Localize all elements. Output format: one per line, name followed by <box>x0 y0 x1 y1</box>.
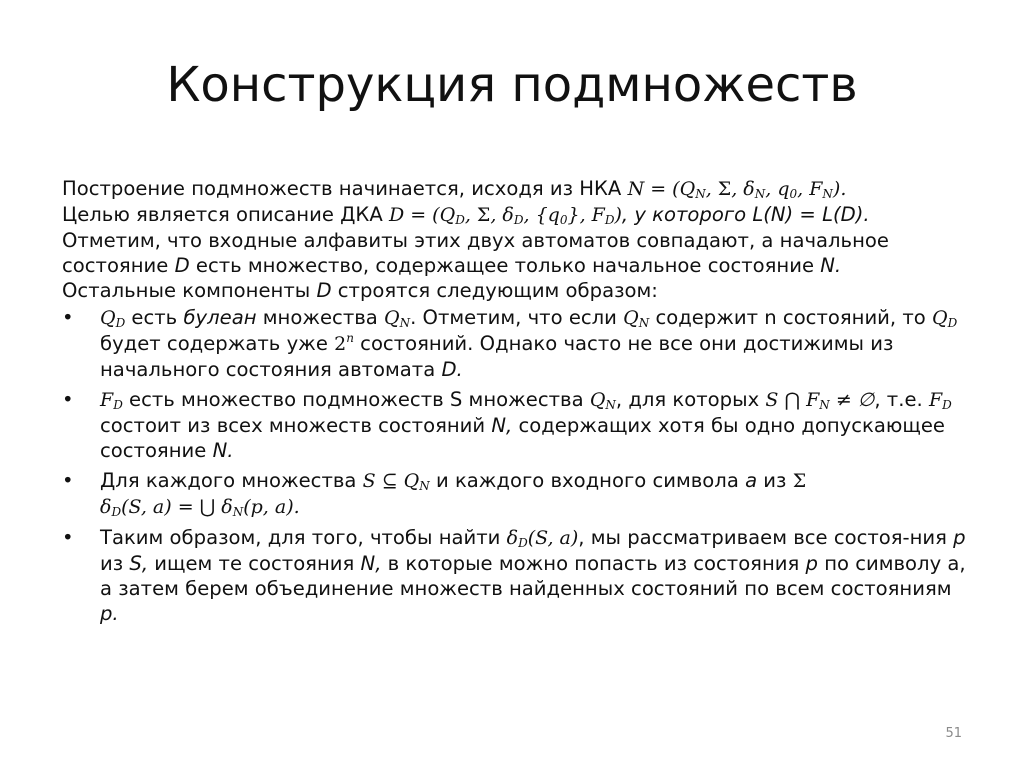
math-QD: $Q_D$ <box>932 307 958 330</box>
b4-text-10: по символу a, а затем берем объединение множеств найденных состояний по всем состояниям <box>100 552 966 600</box>
b2-text-1: есть множество подмножеств S множества <box>122 388 590 411</box>
b2-text-5: N, <box>491 414 513 437</box>
math-QN: $Q_N$ <box>589 389 616 412</box>
intro-text-7: строятся следующим образом: <box>331 279 658 302</box>
math-FD: $F_D$ <box>100 389 123 412</box>
b1-text-5: содержит n состояний, то <box>649 306 933 329</box>
b2-text-2: , для которых <box>615 388 766 411</box>
math-transition: $\delta_D(S$, a) = ⋃ $\delta_N(p$, a). <box>100 496 300 519</box>
b2-text-6: содержащих хотя бы одно допускающее состояние <box>100 414 945 462</box>
bullet-icon: • <box>62 469 74 492</box>
math-2n: 2$^n$ <box>334 331 354 355</box>
b4-text-7: N, <box>360 552 382 575</box>
b1-text-3: множества <box>256 306 385 329</box>
intro-text-1: Построение подмножеств начинается, исходя из НКА <box>62 177 628 200</box>
bullet-icon: • <box>62 306 74 329</box>
component-list <box>62 305 974 626</box>
b1-text-6: будет содержать уже <box>100 332 335 355</box>
intro-text-N: N. <box>820 254 842 277</box>
math-intersection: S ⋂ $F_N$ ≠ ∅ <box>765 389 875 412</box>
page-number: 51 <box>945 726 962 741</box>
b1-text-8: D. <box>441 358 463 381</box>
b2-text-3: , т.е. <box>874 388 929 411</box>
math-QD: $Q_D$ <box>100 307 126 330</box>
b1-text-1: есть <box>125 306 184 329</box>
intro-text-6: Остальные компоненты <box>62 279 317 302</box>
intro-text-3: , у которого <box>621 203 753 226</box>
language-equality: L(N) = L(D). <box>752 203 870 226</box>
list-item <box>62 387 974 463</box>
b2-text-4: состоит из всех множеств состояний <box>100 414 492 437</box>
intro-text-4: Отметим, что входные алфавиты этих двух автоматов совпадают, а начальное состояние <box>62 229 889 277</box>
b4-text-2: , мы рассматриваем все состоя-ния <box>578 526 954 549</box>
math-FD: $F_D$ <box>928 389 952 412</box>
list-item <box>62 525 974 626</box>
intro-text-D2: D <box>316 279 332 302</box>
b3-text-2: и каждого входного символа <box>429 469 746 492</box>
b3-text-1: Для каждого множества <box>100 469 363 492</box>
intro-text-D: D <box>174 254 190 277</box>
b4-text-4: из <box>100 552 130 575</box>
b4-text-6: ищем те состояния <box>148 552 361 575</box>
math-deltaD: $\delta_D(S$, a) <box>506 527 579 550</box>
b4-text-5: S, <box>129 552 149 575</box>
b3-text-3: a <box>745 469 758 492</box>
b4-text-8: в которые можно попасть из состояния <box>381 552 806 575</box>
slide-body <box>62 176 974 631</box>
b2-text-7: N. <box>212 439 234 462</box>
b1-text-2: булеан <box>183 306 257 329</box>
b3-text-4: из <box>757 469 793 492</box>
b4-text-1: Таким образом, для того, чтобы найти <box>100 526 507 549</box>
dfa-definition: $D = (Q_D$, Σ, $\delta_D$, $\{q_0\}$, $F_D$) <box>388 204 622 227</box>
math-QN: $Q_N$ <box>623 307 650 330</box>
intro-text-5: есть множество, содержащее только начальное состояние <box>189 254 821 277</box>
b4-text-9: p <box>805 552 818 575</box>
b1-text-4: . Отметим, что если <box>410 306 624 329</box>
list-item <box>62 468 974 520</box>
intro-text-2: Целью является описание ДКА <box>62 203 389 226</box>
b4-text-11: p. <box>100 602 119 625</box>
intro-paragraph <box>62 176 974 303</box>
bullet-icon: • <box>62 526 74 549</box>
math-sigma: Σ <box>792 470 807 492</box>
math-subset: S ⊆ $Q_N$ <box>362 470 430 493</box>
slide-title: Конструкция подмножеств <box>166 57 858 113</box>
math-QN: $Q_N$ <box>384 307 411 330</box>
b1-text-7: состояний. Однако часто не все они достижимы из начального состояния автомата <box>100 332 894 381</box>
list-item <box>62 305 974 382</box>
bullet-icon: • <box>62 388 74 411</box>
nfa-definition: $N = (Q_N$, Σ, $\delta_N$, $q_0$, $F_N$). <box>627 178 847 201</box>
b4-text-3: p <box>953 526 966 549</box>
